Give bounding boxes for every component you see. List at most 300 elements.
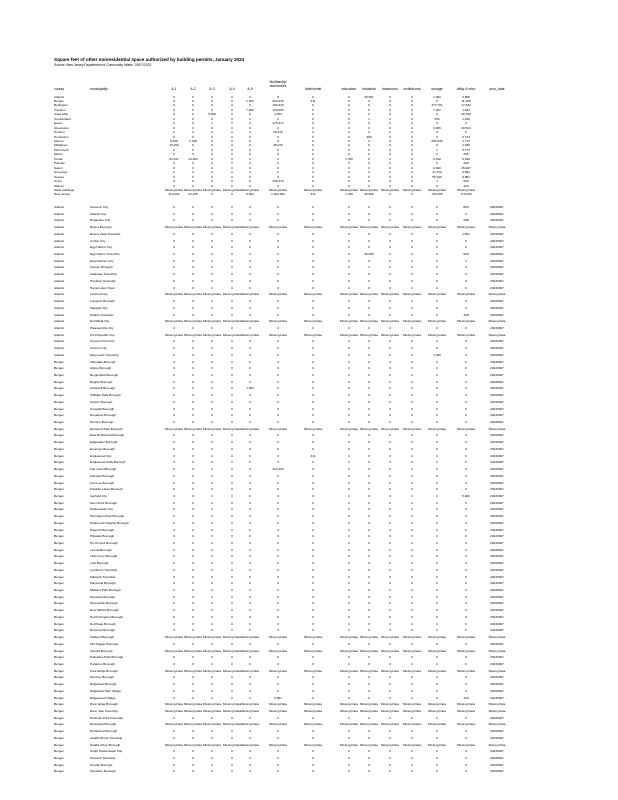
cell-hazardous: 0 <box>389 112 391 117</box>
cell-hazardous: 0 <box>389 125 391 130</box>
cell-a-5: 0 <box>249 174 251 179</box>
cell-proc-date: Missing Data <box>488 292 506 297</box>
cell-a-1: Missing Data <box>165 668 183 673</box>
cell-storage: 0 <box>436 769 438 774</box>
cell-a-3: 0 <box>211 147 213 152</box>
cell-industrial: 0 <box>368 661 370 666</box>
cell-utility-misc: 0 <box>465 608 467 613</box>
cell-county: Bergen <box>54 709 64 713</box>
cell-a-4: 0 <box>231 143 233 148</box>
cell-a-3: Missing Data <box>203 742 221 747</box>
cell-education: 0 <box>348 507 350 512</box>
cell-storage: 0 <box>436 433 438 438</box>
cell-hazardous: 0 <box>389 608 391 613</box>
cell-storage: Missing Data <box>428 426 446 431</box>
cell-hazardous: 0 <box>389 156 391 161</box>
cell-municipality: Bergenfield Borough <box>90 373 119 377</box>
cell-multifamily-dormitories: 0 <box>277 420 279 425</box>
cell-multifamily-dormitories: 0 <box>277 588 279 593</box>
cell-institutional: 0 <box>411 661 413 666</box>
cell-a-5: 0 <box>249 399 251 404</box>
cell-institutional: 0 <box>411 165 413 170</box>
cell-county: Bergen <box>54 386 64 391</box>
cell-utility-misc: 0 <box>465 325 467 330</box>
cell-education: 0 <box>348 238 350 243</box>
cell-industrial: Missing Data <box>360 319 378 324</box>
cell-hotel-motel: 0 <box>312 252 314 257</box>
cell-storage: 0 <box>436 756 438 761</box>
cell-institutional: 0 <box>411 121 413 126</box>
cell-a-2: 14,484 <box>188 156 198 161</box>
cell-industrial: 1 <box>368 265 370 270</box>
cell-a-1: Missing Data <box>165 702 183 707</box>
cell-industrial: Missing Data <box>360 426 378 431</box>
cell-hotel-motel: 0 <box>312 379 314 384</box>
cell-industrial: 0 <box>368 179 370 184</box>
cell-education: 0 <box>348 493 350 498</box>
municipality-row <box>0 669 618 674</box>
cell-hotel-motel: 0 <box>312 161 314 166</box>
cell-institutional: 0 <box>411 567 413 572</box>
cell-a-3: 0 <box>211 238 213 243</box>
cell-municipality: Dumont Borough <box>90 420 114 425</box>
cell-a-4: Missing Data <box>223 668 241 673</box>
cell-hazardous: Missing Data <box>381 635 399 640</box>
cell-storage: 37,970 <box>432 170 442 175</box>
municipality-row <box>0 554 618 559</box>
cell-a-5: 0 <box>249 641 251 646</box>
cell-institutional: 0 <box>411 682 413 687</box>
cell-a-3: 0 <box>211 245 213 250</box>
cell-industrial: Missing Data <box>360 292 378 297</box>
cell-hazardous: 0 <box>389 285 391 290</box>
cell-storage: Missing Data <box>428 187 446 192</box>
cell-institutional: 0 <box>411 614 413 619</box>
cell-education: 0 <box>348 614 350 619</box>
cell-municipality: Edgewater Borough <box>90 440 118 445</box>
cell-institutional: 0 <box>411 473 413 478</box>
cell-education: 0 <box>348 107 350 112</box>
cell-institutional: 0 <box>411 112 413 117</box>
cell-hazardous: 0 <box>389 440 391 445</box>
cell-a-2: Missing Data <box>184 635 202 640</box>
cell-county: Bergen <box>54 635 64 640</box>
cell-hotel-motel: 0 <box>312 245 314 250</box>
cell-a-2: 0 <box>192 152 194 157</box>
municipality-row <box>0 319 618 324</box>
cell-a-2: 0 <box>192 695 194 700</box>
cell-education: 0 <box>348 467 350 472</box>
cell-industrial: 0 <box>368 231 370 236</box>
cell-hotel-motel: 0 <box>312 139 314 143</box>
cell-utility-misc: 0 <box>465 682 467 687</box>
cell-municipality: River Vale Township <box>90 709 118 713</box>
cell-a-1: 0 <box>173 735 175 740</box>
cell-a-2: 0 <box>192 500 194 505</box>
cell-hotel-motel: 0 <box>312 507 314 512</box>
cell-multifamily-dormitories: 0 <box>277 507 279 512</box>
cell-multifamily-dormitories: 0 <box>277 386 279 391</box>
cell-a-3: 0 <box>211 192 213 197</box>
cell-hazardous: 0 <box>389 346 391 351</box>
cell-storage: 0 <box>436 487 438 492</box>
cell-a-4: 0 <box>231 601 233 606</box>
cell-municipality: Hammonton Town <box>90 285 115 290</box>
cell-industrial: 0 <box>368 514 370 519</box>
cell-industrial: 0 <box>368 393 370 398</box>
cell-a-4: 0 <box>231 179 233 184</box>
cell-education: 0 <box>348 125 350 130</box>
cell-utility-misc: 25,207 <box>461 165 471 170</box>
cell-utility-misc: 0 <box>465 473 467 478</box>
cell-a-5: 0 <box>249 147 251 152</box>
cell-county: Bergen <box>54 614 64 619</box>
cell-a-4: 0 <box>231 574 233 579</box>
cell-a-1: 0 <box>173 527 175 532</box>
cell-institutional: 0 <box>411 561 413 566</box>
cell-utility-misc: 0 <box>465 460 467 465</box>
cell-a-1: 0 <box>173 258 175 263</box>
cell-proc-date: 20230307 <box>490 211 504 216</box>
cell-a-4: 0 <box>231 534 233 539</box>
cell-education: 0 <box>348 272 350 277</box>
cell-hazardous: 0 <box>389 749 391 754</box>
cell-a-5: 0 <box>249 272 251 277</box>
cell-education: 0 <box>348 399 350 404</box>
cell-institutional: 0 <box>411 161 413 166</box>
cell-multifamily-dormitories: 0 <box>277 628 279 633</box>
cell-a-1: 0 <box>173 453 175 458</box>
cell-a-5: 0 <box>249 143 251 148</box>
cell-hazardous: Missing Data <box>381 742 399 747</box>
cell-a-3: 0 <box>211 769 213 774</box>
municipality-row <box>0 521 618 526</box>
cell-storage: 0 <box>436 406 438 411</box>
cell-a-3: 0 <box>211 359 213 364</box>
cell-industrial: 0 <box>368 107 370 112</box>
cell-multifamily-dormitories: 0 <box>277 594 279 599</box>
cell-multifamily-dormitories: 0 <box>277 473 279 478</box>
cell-education: 0 <box>348 588 350 593</box>
cell-a-4: Missing Data <box>223 742 241 747</box>
cell-a-4: 0 <box>231 406 233 411</box>
cell-hazardous: 0 <box>389 561 391 566</box>
cell-storage: 336 <box>434 116 440 121</box>
cell-a-3: 0 <box>211 420 213 425</box>
cell-education: Missing Data <box>340 668 358 673</box>
column-header-industrial: industrial <box>362 87 376 91</box>
cell-a-2: 0 <box>192 561 194 566</box>
cell-hazardous: 0 <box>389 305 391 310</box>
cell-multifamily-dormitories: 0 <box>277 312 279 317</box>
cell-multifamily-dormitories: 0 <box>277 601 279 606</box>
cell-county: Bergen <box>54 715 64 720</box>
cell-proc-date: 20230307 <box>490 756 504 761</box>
cell-education: 0 <box>348 473 350 478</box>
cell-industrial: 0 <box>368 453 370 458</box>
cell-hotel-motel: 0 <box>312 183 314 188</box>
cell-multifamily-dormitories: 0 <box>277 729 279 734</box>
cell-storage: 0 <box>436 366 438 371</box>
cell-institutional: 0 <box>411 594 413 599</box>
cell-institutional: 0 <box>411 588 413 593</box>
cell-storage: 1 <box>436 179 438 184</box>
cell-industrial: 0 <box>368 125 370 130</box>
cell-industrial: Missing Data <box>360 722 378 727</box>
cell-utility-misc: 0 <box>465 520 467 525</box>
cell-industrial: 0 <box>368 112 370 117</box>
cell-storage: 0 <box>436 688 438 693</box>
cell-proc-date: 20230307 <box>490 688 504 693</box>
cell-a-4: 0 <box>231 675 233 680</box>
cell-a-2: 0 <box>192 339 194 344</box>
cell-education: Missing Data <box>340 225 358 230</box>
cell-a-2: 0 <box>192 116 194 121</box>
municipality-row <box>0 769 618 774</box>
cell-a-3: 0 <box>211 675 213 680</box>
cell-a-1: 0 <box>173 231 175 236</box>
cell-a-4: 0 <box>231 386 233 391</box>
cell-multifamily-dormitories: 9,561 <box>274 695 282 700</box>
cell-utility-misc: 1 <box>465 258 467 263</box>
cell-a-3: 0 <box>211 366 213 371</box>
cell-hotel-motel: 0 <box>312 500 314 505</box>
cell-hazardous: 0 <box>389 165 391 170</box>
cell-industrial: 0 <box>368 507 370 512</box>
cell-education: 0 <box>348 514 350 519</box>
cell-municipality: Bogota Borough <box>90 379 113 384</box>
cell-proc-date: 20230307 <box>490 460 504 465</box>
cell-a-4: 0 <box>231 500 233 505</box>
cell-proc-date: 20230307 <box>490 473 504 478</box>
cell-a-2: 0 <box>192 245 194 250</box>
cell-hotel-motel: 0 <box>312 299 314 304</box>
municipality-row <box>0 433 618 438</box>
cell-a-5: 0 <box>249 735 251 740</box>
cell-hotel-motel: 0 <box>312 399 314 404</box>
cell-a-1: 0 <box>173 312 175 317</box>
cell-a-4: 0 <box>231 507 233 512</box>
cell-education: 0 <box>348 487 350 492</box>
cell-utility-misc: 0 <box>465 346 467 351</box>
cell-a-3: 0 <box>211 460 213 465</box>
cell-institutional: Missing Data <box>403 187 421 192</box>
cell-a-5: 0 <box>249 534 251 539</box>
cell-storage: 0 <box>436 379 438 384</box>
cell-a-1: 0 <box>173 534 175 539</box>
cell-storage: 2,490 <box>433 165 441 170</box>
cell-industrial: 0 <box>368 769 370 774</box>
cell-hotel-motel: 0 <box>312 116 314 121</box>
cell-industrial: 0 <box>368 299 370 304</box>
cell-education: 0 <box>348 278 350 283</box>
municipality-row <box>0 454 618 459</box>
cell-institutional: 0 <box>411 373 413 377</box>
cell-institutional: 0 <box>411 514 413 519</box>
cell-a-1: 0 <box>173 211 175 216</box>
cell-storage: 0 <box>436 762 438 767</box>
cell-a-4: Missing Data <box>223 292 241 297</box>
cell-county: Atlantic <box>54 292 65 297</box>
cell-hotel-motel: 0 <box>312 205 314 209</box>
cell-a-2: 0 <box>192 567 194 572</box>
cell-a-4: 0 <box>231 325 233 330</box>
cell-a-5: 0 <box>249 601 251 606</box>
cell-a-3: 0 <box>211 487 213 492</box>
cell-institutional: 0 <box>411 440 413 445</box>
cell-utility-misc: 28,798 <box>461 112 471 117</box>
cell-utility-misc: 0 <box>465 655 467 660</box>
cell-institutional: 0 <box>411 507 413 512</box>
cell-hotel-motel: Missing Data <box>304 225 322 230</box>
cell-storage: 0 <box>436 231 438 236</box>
cell-a-1: 0 <box>173 265 175 270</box>
cell-hotel-motel: 0 <box>312 386 314 391</box>
cell-education: 0 <box>348 205 350 209</box>
cell-proc-date: 20230307 <box>490 493 504 498</box>
cell-a-1: Missing Data <box>165 722 183 727</box>
cell-storage: 0 <box>436 480 438 485</box>
cell-a-5: 0 <box>249 588 251 593</box>
cell-industrial: 0 <box>368 614 370 619</box>
municipality-row <box>0 306 618 311</box>
cell-proc-date: 20230307 <box>490 278 504 283</box>
municipality-row <box>0 548 618 553</box>
cell-industrial: 0 <box>368 211 370 216</box>
cell-hazardous: 0 <box>389 161 391 166</box>
cell-a-3: 0 <box>211 567 213 572</box>
cell-a-2: 0 <box>192 473 194 478</box>
cell-industrial: 0 <box>368 174 370 179</box>
cell-industrial: 0 <box>368 156 370 161</box>
cell-hazardous: 0 <box>389 245 391 250</box>
cell-a-2: 0 <box>192 211 194 216</box>
cell-a-4: 0 <box>231 547 233 552</box>
cell-county: Cape May <box>54 112 69 117</box>
cell-municipality: Moonachie Borough <box>90 601 118 606</box>
cell-county: Atlantic <box>54 332 65 337</box>
cell-a-2: 0 <box>192 125 194 130</box>
cell-multifamily-dormitories: 0 <box>277 305 279 310</box>
cell-storage: 0 <box>436 211 438 216</box>
cell-multifamily-dormitories: 0 <box>277 373 279 377</box>
cell-multifamily-dormitories: 0 <box>277 285 279 290</box>
cell-industrial: 0 <box>368 621 370 626</box>
cell-multifamily-dormitories: Missing Data <box>269 702 287 707</box>
cell-multifamily-dormitories: Missing Data <box>269 722 287 727</box>
cell-multifamily-dormitories: 0 <box>277 339 279 344</box>
cell-a-5: 0 <box>249 433 251 438</box>
cell-a-3: 0 <box>211 272 213 277</box>
cell-a-4: Missing Data <box>223 426 241 431</box>
cell-a-1: 0 <box>173 715 175 720</box>
cell-a-1: 0 <box>173 695 175 700</box>
cell-storage: Missing Data <box>428 668 446 673</box>
cell-multifamily-dormitories: Missing Data <box>269 292 287 297</box>
cell-a-5: 0 <box>249 487 251 492</box>
cell-storage: 0 <box>436 715 438 720</box>
cell-utility-misc: 0 <box>465 440 467 445</box>
cell-a-4: 0 <box>231 121 233 126</box>
cell-industrial: 1 <box>368 116 370 121</box>
cell-utility-misc: 0 <box>465 594 467 599</box>
cell-a-5: 0 <box>249 621 251 626</box>
cell-industrial: 0 <box>368 152 370 157</box>
cell-a-3: 0 <box>211 152 213 157</box>
cell-a-2: 0 <box>192 735 194 740</box>
cell-education: 0 <box>348 218 350 223</box>
cell-a-2: 0 <box>192 252 194 257</box>
cell-industrial: 0 <box>368 103 370 108</box>
cell-hazardous: 0 <box>389 594 391 599</box>
cell-multifamily-dormitories: 0 <box>277 218 279 223</box>
cell-county: Bergen <box>54 561 64 566</box>
cell-county: Bergen <box>54 514 64 519</box>
municipality-row <box>0 239 618 244</box>
cell-institutional: 0 <box>411 116 413 121</box>
cell-a-4: 0 <box>231 265 233 270</box>
cell-institutional: 0 <box>411 312 413 317</box>
cell-a-2: 0 <box>192 554 194 559</box>
cell-a-4: 0 <box>231 554 233 559</box>
cell-a-5: 0 <box>249 413 251 418</box>
cell-a-1: 0 <box>173 238 175 243</box>
cell-storage: 0 <box>436 440 438 445</box>
cell-multifamily-dormitories: Missing Data <box>269 187 287 192</box>
cell-county: Atlantic <box>54 319 65 324</box>
cell-storage: Missing Data <box>428 332 446 337</box>
cell-education: 0 <box>348 130 350 135</box>
cell-a-1: Missing Data <box>165 225 183 230</box>
cell-education: Missing Data <box>340 332 358 337</box>
cell-institutional: Missing Data <box>403 668 421 673</box>
cell-a-3: 0 <box>211 339 213 344</box>
cell-institutional: Missing Data <box>403 635 421 640</box>
cell-a-4: Missing Data <box>223 722 241 727</box>
cell-a-3: 0 <box>211 373 213 377</box>
cell-institutional: 0 <box>411 156 413 161</box>
cell-a-3: Missing Data <box>203 709 221 713</box>
cell-storage: 0 <box>436 675 438 680</box>
municipality-row <box>0 628 618 633</box>
cell-a-3: 0 <box>211 682 213 687</box>
cell-hotel-motel: 0 <box>312 729 314 734</box>
cell-industrial: 0 <box>368 285 370 290</box>
cell-a-3: 0 <box>211 139 213 143</box>
cell-hazardous: 0 <box>389 574 391 579</box>
cell-storage: Missing Data <box>428 319 446 324</box>
cell-a-3: 0 <box>211 299 213 304</box>
cell-education: Missing Data <box>340 722 358 727</box>
cell-utility-misc: Missing Data <box>457 292 475 297</box>
cell-multifamily-dormitories: 68,479 <box>273 130 283 135</box>
cell-a-2: 0 <box>192 527 194 532</box>
cell-a-2: Missing Data <box>184 426 202 431</box>
cell-hazardous: 0 <box>389 366 391 371</box>
cell-utility-misc: 0 <box>465 601 467 606</box>
cell-a-2: 0 <box>192 121 194 126</box>
cell-a-4: 0 <box>231 621 233 626</box>
municipality-row <box>0 561 618 566</box>
municipality-row <box>0 608 618 613</box>
cell-multifamily-dormitories: 0 <box>277 238 279 243</box>
municipality-row <box>0 333 618 338</box>
cell-education: 0 <box>348 715 350 720</box>
cell-a-5: 0 <box>249 258 251 263</box>
cell-hazardous: 0 <box>389 211 391 216</box>
cell-municipality: New Milford Borough <box>90 608 119 613</box>
cell-a-5: 0 <box>249 152 251 157</box>
